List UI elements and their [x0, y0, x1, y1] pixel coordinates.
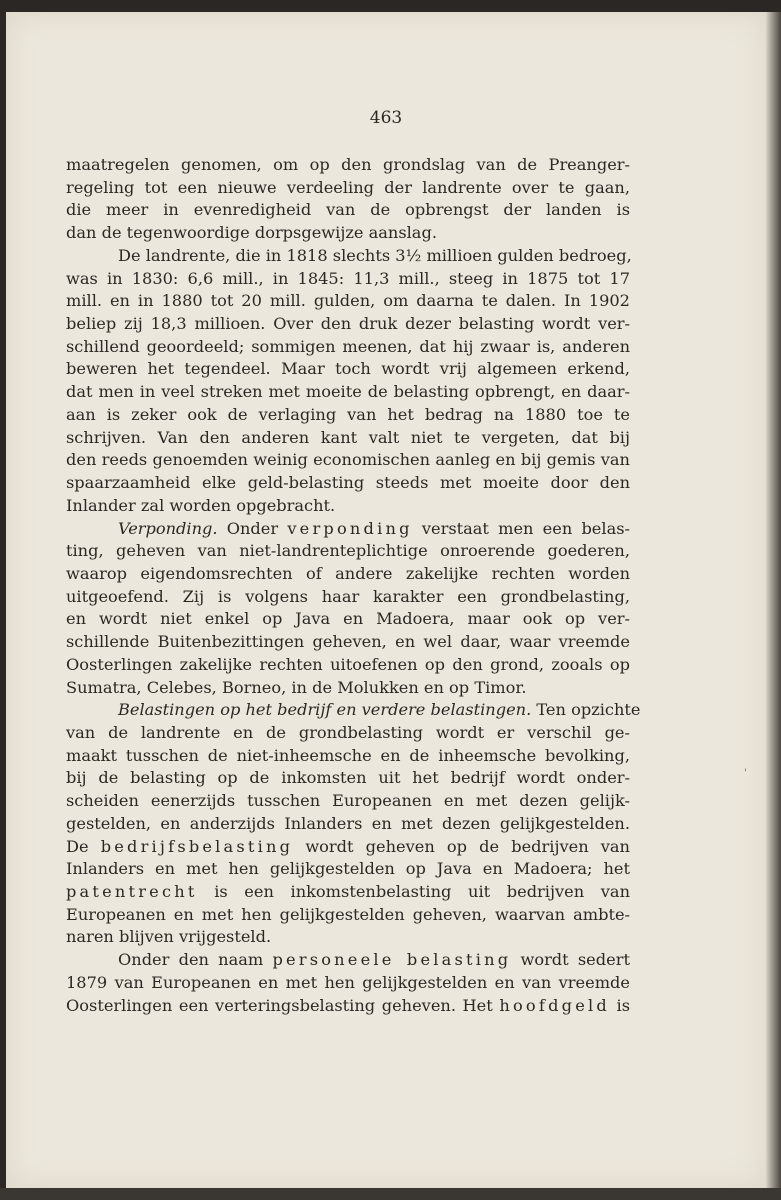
text-line: scheiden eenerzijds tusschen Europeanen en met dezen gelijk-: [66, 791, 630, 811]
section-heading: Verponding.: [118, 518, 218, 538]
scan-border-bottom: [0, 1188, 781, 1200]
text-line: [66, 995, 630, 1018]
text-line: dat men in veel streken met moeite de belasting opbrengt, en daar-: [66, 382, 630, 402]
text-line: ting, geheven van niet-landrenteplichtige onroerende goederen,: [66, 541, 630, 561]
text-fragment: verstaat men een belas-: [421, 518, 630, 538]
text-fragment: is: [616, 995, 630, 1015]
text-line: en wordt niet enkel op Java en Madoera, maar ook op ver-: [66, 609, 630, 629]
text-line: van de landrente en de grondbelasting wordt er verschil ge-: [66, 722, 630, 742]
text-line: Oosterlingen zakelijke rechten uitoefenen op den grond, zooals op: [66, 654, 630, 674]
text-line: Sumatra, Celebes, Borneo, in de Molukken en op Timor.: [66, 677, 527, 697]
text-line: beweren het tegendeel. Maar toch wordt vrij algemeen erkend,: [66, 359, 630, 379]
defined-term: verponding: [287, 518, 413, 538]
text-line: Inlanders en met hen gelijkgestelden op Java en Madoera; het: [66, 859, 630, 879]
text-line: maatregelen genomen, om op den grondslag van de Preanger-: [66, 155, 630, 174]
margin-mark: ': [744, 768, 747, 779]
text-fragment: De: [66, 836, 89, 856]
paragraph: [66, 949, 630, 1017]
text-fragment: Onder den naam: [118, 950, 264, 970]
text-fragment: Onder: [226, 518, 279, 538]
text-line: aan is zeker ook de verlaging van het bedrag na 1880 toe te: [66, 404, 630, 424]
text-line: schrijven. Van den anderen kant valt niet te vergeten, dat bij: [66, 427, 630, 447]
text-line: gestelden, en anderzijds Inlanders en met dezen gelijkgestelden.: [66, 813, 630, 833]
section-heading: Belastingen op het bedrijf en verdere belastingen.: [118, 700, 532, 720]
defined-term: bedrijfsbelasting: [100, 836, 294, 856]
text-line: maakt tusschen de niet-inheemsche en de inheemsche bevolking,: [66, 745, 630, 765]
text-line: beliep zij 18,3 millioen. Over den druk dezer belasting wordt ver-: [66, 314, 630, 334]
text-fragment: wordt geheven op de bedrijven van: [305, 836, 630, 856]
text-line: 1879 van Europeanen en met hen gelijkgestelden en van vreemde: [66, 972, 630, 992]
body-text: [66, 154, 641, 1017]
text-line: [66, 949, 630, 972]
book-page-edge: [766, 12, 781, 1200]
text-line: die meer in evenredigheid van de opbrengst der landen is: [66, 200, 630, 220]
text-line: was in 1830: 6,6 mill., in 1845: 11,3 mill., steeg in 1875 tot 17: [66, 268, 630, 288]
text-line: mill. en in 1880 tot 20 mill. gulden, om daarna te dalen. In 1902: [66, 291, 630, 311]
text-fragment: Oosterlingen een verteringsbelasting geheven. Het: [66, 995, 493, 1015]
paragraph: [66, 245, 630, 518]
text-line: [66, 518, 630, 541]
text-fragment: Ten opzichte: [536, 700, 641, 720]
text-line: De landrente, die in 1818 slechts 3½ millioen gulden bedroeg,: [118, 245, 632, 265]
text-fragment: is een inkomstenbelasting uit bedrijven van: [214, 882, 630, 901]
book-page: [6, 12, 766, 1188]
text-line: [66, 699, 641, 722]
text-line: bij de belasting op de inkomsten uit het bedrijf wordt onder-: [66, 768, 630, 788]
page-number: 463: [369, 108, 403, 128]
text-line: [66, 836, 630, 859]
text-fragment: wordt sedert: [520, 950, 630, 970]
text-line: uitgeoefend. Zij is volgens haar karakter een grondbelasting,: [66, 586, 630, 606]
paragraph: [66, 154, 630, 245]
text-line: [66, 881, 630, 904]
scan-border-top: [0, 0, 781, 12]
defined-term: hoofdgeld: [499, 995, 610, 1015]
text-line: den reeds genoemden weinig economischen aanleg en bij gemis van: [66, 450, 630, 470]
text-line: regeling tot een nieuwe verdeeling der landrente over te gaan,: [66, 177, 630, 197]
text-line: Europeanen en met hen gelijkgestelden geheven, waarvan ambte-: [66, 904, 630, 924]
paragraph: [66, 518, 630, 700]
text-line: dan de tegenwoordige dorpsgewijze aanslag.: [66, 223, 437, 243]
paragraph: [66, 699, 641, 949]
text-line: naren blijven vrijgesteld.: [66, 927, 272, 947]
text-line: spaarzaamheid elke geld-belasting steeds met moeite door den: [66, 473, 630, 493]
text-line: Inlander zal worden opgebracht.: [66, 495, 336, 515]
defined-term: patentrecht: [66, 882, 198, 901]
text-line: schillend geoordeeld; sommigen meenen, dat hij zwaar is, anderen: [66, 336, 630, 356]
text-line: waarop eigendomsrechten of andere zakelijke rechten worden: [66, 563, 630, 583]
defined-term: personeele belasting: [272, 950, 512, 970]
text-line: schillende Buitenbezittingen geheven, en wel daar, waar vreemde: [66, 632, 630, 652]
